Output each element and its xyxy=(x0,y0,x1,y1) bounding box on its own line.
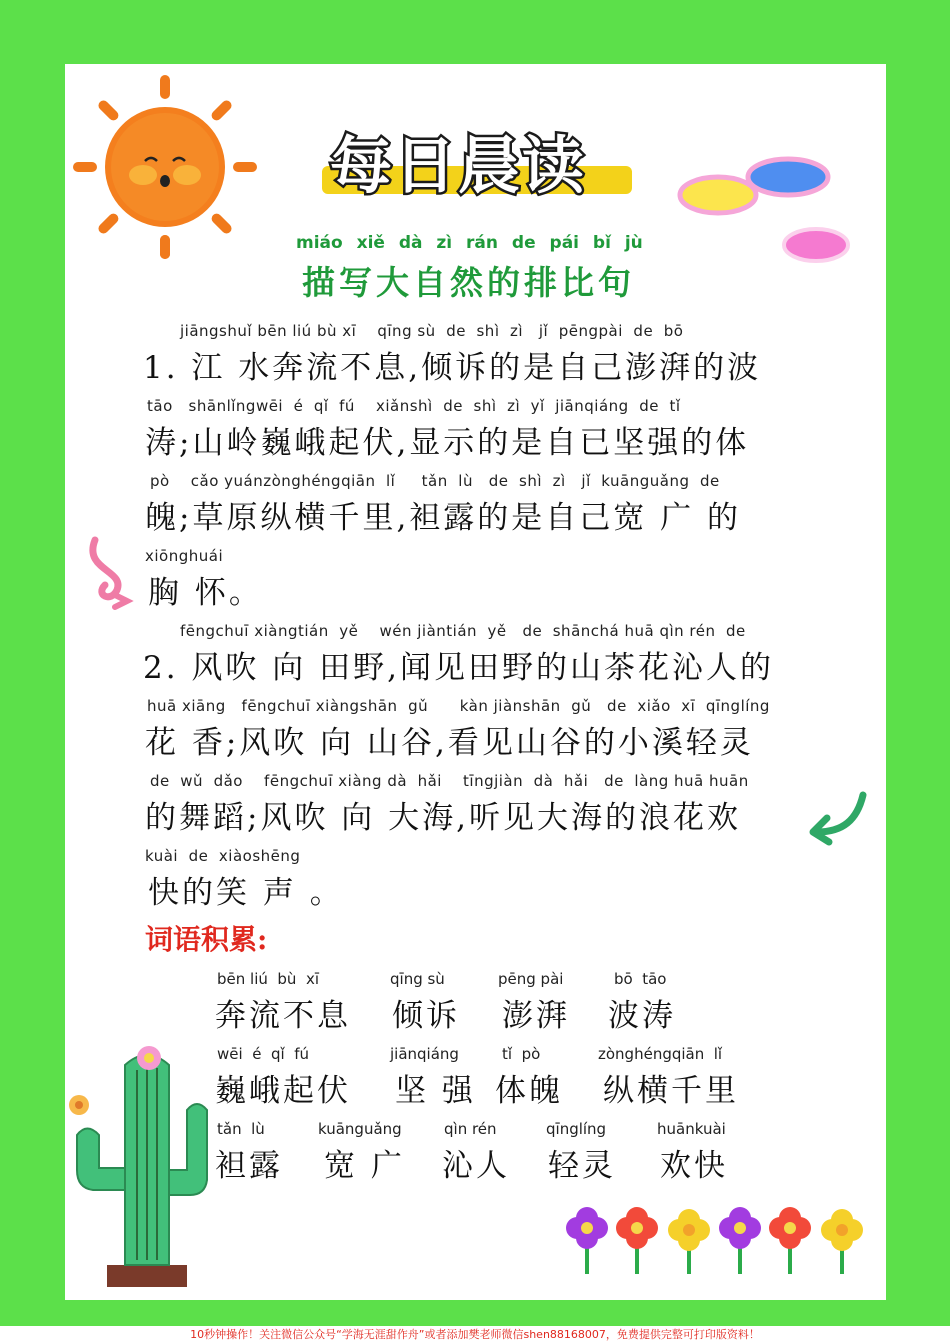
vocab-word: 沁人 xyxy=(442,1148,510,1184)
vocab-word: 波涛 xyxy=(608,998,676,1034)
passage1-pinyin-2: tāo shānlǐngwēi é qǐ fú xiǎnshì de shì zì yǐ jiānqiáng de tǐ xyxy=(147,397,681,415)
vocab-word: 奔流不息 xyxy=(215,998,351,1034)
vocab-word: 轻灵 xyxy=(548,1148,616,1184)
subtitle-pinyin: miáo xiě dà zì rán de pái bǐ jù xyxy=(296,233,643,253)
passage1-pinyin-3: pò cǎo yuánzònghéngqiān lǐ tǎn lù de shì zì jǐ kuānguǎng de xyxy=(150,472,720,490)
vocab-pinyin: zònghéngqiān lǐ xyxy=(598,1045,723,1063)
vocab-pinyin: bēn liú bù xī xyxy=(217,970,320,988)
vocab-pinyin: huānkuài xyxy=(657,1120,726,1138)
vocab-word: 澎湃 xyxy=(502,998,570,1034)
vocab-pinyin: qīng sù xyxy=(390,970,445,988)
passage2-pinyin-3: de wǔ dǎo fēngchuī xiàng dà hǎi tīngjiàn dà hǎi de làng huā huān xyxy=(150,772,749,790)
vocab-word: 欢快 xyxy=(660,1148,728,1184)
vocab-pinyin: tǎn lù xyxy=(217,1120,265,1138)
passage1-line-1: 1. 江 水奔流不息,倾诉的是自己澎湃的波 xyxy=(143,350,762,386)
vocab-pinyin: bō tāo xyxy=(614,970,667,988)
vocab-word: 体魄 xyxy=(495,1073,563,1109)
pink-arrow-icon xyxy=(85,535,140,610)
passage1-pinyin-4: xiōnghuái xyxy=(145,547,224,565)
vocab-word: 纵横千里 xyxy=(603,1073,739,1109)
vocab-word: 巍峨起伏 xyxy=(215,1073,351,1109)
passage2-pinyin-4: kuài de xiàoshēng xyxy=(145,847,301,865)
passage1-line-3: 魄;草原纵横千里,袒露的是自己宽 广 的 xyxy=(145,500,742,536)
vocab-heading: 词语积累: xyxy=(145,923,268,956)
green-arrow-icon xyxy=(805,790,870,845)
page-title: 每日晨读 xyxy=(330,129,587,202)
sun-icon xyxy=(70,72,260,262)
passage2-line-3: 的舞蹈;风吹 向 大海,听见大海的浪花欢 xyxy=(145,800,742,836)
vocab-pinyin: qìn rén xyxy=(444,1120,497,1138)
passage1-pinyin-1: jiāngshuǐ bēn liú bù xī qīng sù de shì zì jǐ pēngpài de bō xyxy=(180,322,684,340)
vocab-word: 坚 强 xyxy=(395,1073,476,1109)
vocab-pinyin: wēi é qǐ fú xyxy=(217,1045,309,1063)
passage1-line-4: 胸 怀。 xyxy=(148,575,263,611)
passage1-line-2: 涛;山岭巍峨起伏,显示的是自已坚强的体 xyxy=(145,425,750,461)
vocab-pinyin: pēng pài xyxy=(498,970,564,988)
passage2-line-4: 快的笑 声 。 xyxy=(148,875,344,911)
cactus-icon xyxy=(65,1040,210,1290)
passage2-pinyin-1: fēngchuī xiàngtián yě wén jiàntián yě de shānchá huā qìn rén de xyxy=(180,622,746,640)
passage2-pinyin-2: huā xiāng fēngchuī xiàngshān gǔ kàn jiànshān gǔ de xiǎo xī qīnglíng xyxy=(147,697,770,715)
passage2-line-1: 2. 风吹 向 田野,闻见田野的山茶花沁人的 xyxy=(143,650,774,686)
passage2-line-2: 花 香;风吹 向 山谷,看见山谷的小溪轻灵 xyxy=(145,725,754,761)
cloud-icon xyxy=(678,155,858,275)
title-block xyxy=(322,116,642,202)
footer-notice: 10秒钟操作！关注微信公众号“学海无涯甜作舟”或者添加樊老师微信shen88168007，免费提供完整可打印版资料！ xyxy=(0,1326,950,1344)
vocab-pinyin: qīnglíng xyxy=(546,1120,607,1138)
subtitle: 描写大自然的排比句 xyxy=(302,263,635,302)
vocab-word: 倾诉 xyxy=(392,998,460,1034)
flowers-icon xyxy=(562,1200,872,1280)
vocab-pinyin: kuānguǎng xyxy=(318,1120,402,1138)
vocab-word: 宽 广 xyxy=(324,1148,405,1184)
vocab-pinyin: tǐ pò xyxy=(502,1045,541,1063)
vocab-pinyin: jiānqiáng xyxy=(390,1045,459,1063)
vocab-word: 袒露 xyxy=(215,1148,283,1184)
